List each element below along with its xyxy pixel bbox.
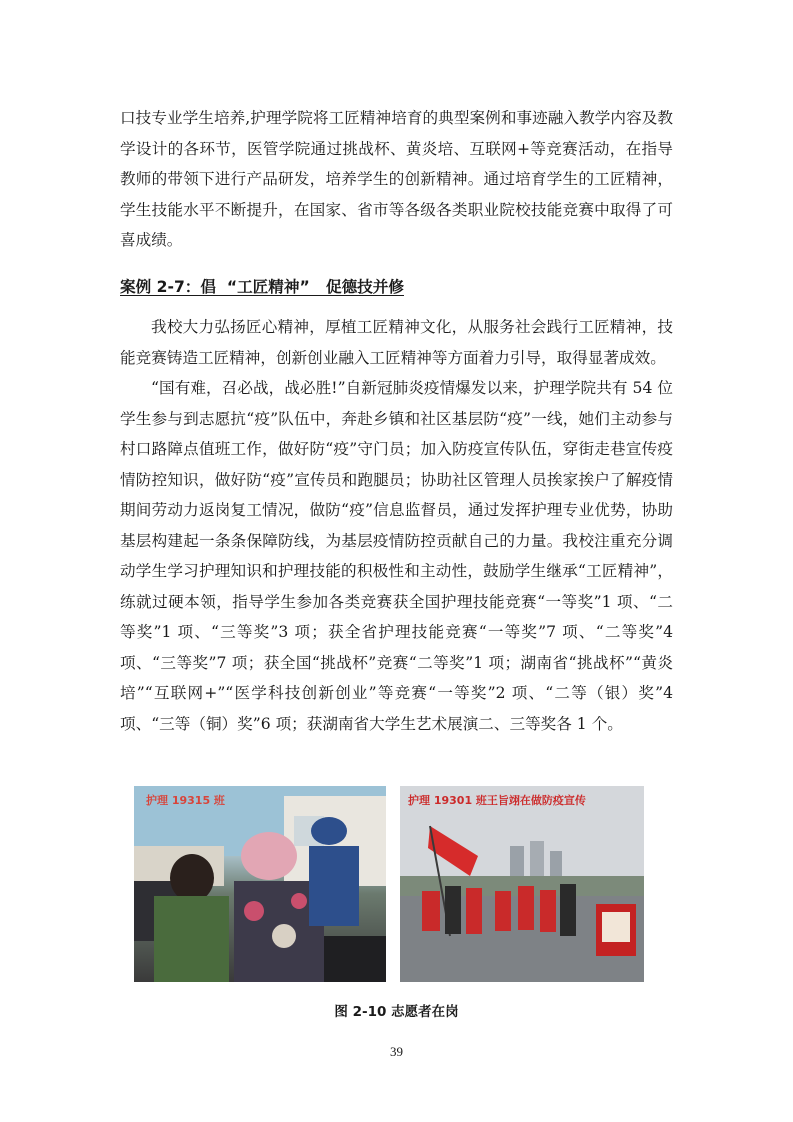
volunteer-photo-right	[400, 786, 644, 982]
intro-paragraph: 口技专业学生培养,护理学院将工匠精神培育的典型案例和事迹融入教学内容及教学设计的各环节，医管学院通过挑战杯、黄炎培、互联网+等竞赛活动，在指导教师的带领下进行产品研发，培养学生的创新精神。通过培育学生的工匠精神，学生技能水平不断提升，在国家、省市等各级各类职业院校技能竞赛中取得了可喜成绩。	[120, 109, 673, 249]
case-heading: 案例 2-7：倡 “工匠精神” 促德技并修	[120, 278, 404, 296]
intro-paragraph-block	[120, 103, 673, 256]
volunteer-photo-left	[134, 786, 386, 982]
photo-left-caption: 护理 19315 班	[146, 794, 225, 807]
case-body	[120, 312, 673, 739]
photo-right-caption: 护理 19301 班王旨翊在做防疫宣传	[408, 794, 586, 807]
volunteer-photo-left-image	[134, 786, 386, 982]
volunteer-photo-right-image	[400, 786, 644, 982]
figure-caption: 图 2-10 志愿者在岗	[334, 1004, 459, 1020]
case-paragraph-1: 我校大力弘扬匠心精神，厚植工匠精神文化，从服务社会践行工匠精神，技能竞赛铸造工匠精神，创新创业融入工匠精神等方面着力引导，取得显著成效。	[120, 318, 673, 367]
case-paragraph-2: “国有难，召必战，战必胜!”自新冠肺炎疫情爆发以来，护理学院共有 54 位学生参与到志愿抗“疫”队伍中，奔赴乡镇和社区基层防“疫”一线，她们主动参与村口路障点值班工作，做好防“疫”守门员；加入防疫宣传队伍，穿街走巷宣传疫情防控知识，做好防“疫”宣传员和跑腿员；协助社区管理人员挨家挨户了解疫情期间劳动力返岗复工情况，做防“疫”信息监督员，通过发挥护理专业优势，协助基层构建起一条条保障防线，为基层疫情防控贡献自己的力量。我校注重充分调动学生学习护理知识和护理技能的积极性和主动性，鼓励学生继承“工匠精神”，练就过硬本领，指导学生参加各类竞赛获全国护理技能竞赛“一等奖”1 项、“二等奖”1 项、“三等奖”3 项；获全省护理技能竞赛“一等奖”7 项、“二等奖”4 项、“三等奖”7 项；获全国“挑战杯”竞赛“二等奖”1 项；湖南省“挑战杯”“黄炎培”“互联网+”“医学科技创新创业”等竞赛“一等奖”2 项、“二等（银）奖”4 项、“三等（铜）奖”6 项；获湖南省大学生艺术展演二、三等奖各 1 个。	[120, 379, 673, 733]
page-number: 39	[390, 1044, 403, 1059]
